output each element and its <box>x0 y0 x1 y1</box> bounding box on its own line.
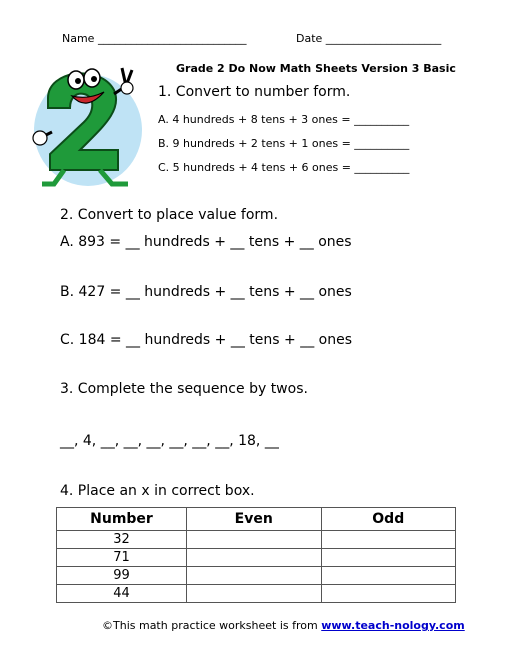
column-header-odd: Odd <box>321 508 455 531</box>
table-header-row <box>57 508 456 531</box>
q3-prompt: 3. Complete the sequence by twos. <box>60 381 308 397</box>
column-header-even: Even <box>186 508 321 531</box>
footer <box>102 619 465 632</box>
table-row <box>57 567 456 585</box>
number-cell: 44 <box>57 585 187 603</box>
date-field-label: Date _____________________ <box>296 32 442 45</box>
footer-link[interactable]: www.teach-nology.com <box>321 619 465 632</box>
column-header-number: Number <box>57 508 187 531</box>
even-checkbox-cell[interactable] <box>186 567 321 585</box>
q4-prompt: 4. Place an x in correct box. <box>60 483 255 499</box>
table-row <box>57 585 456 603</box>
q2-item-a: A. 893 = __ hundreds + __ tens + __ ones <box>60 234 352 250</box>
odd-checkbox-cell[interactable] <box>321 549 455 567</box>
even-odd-table <box>56 507 456 603</box>
footer-text: ©This math practice worksheet is from <box>102 619 322 632</box>
number-two-mascot-icon <box>30 50 150 190</box>
q1-item-b: B. 9 hundreds + 2 tens + 1 ones = __________ <box>158 137 410 150</box>
table-row <box>57 549 456 567</box>
odd-checkbox-cell[interactable] <box>321 567 455 585</box>
q1-item-a: A. 4 hundreds + 8 tens + 3 ones = __________ <box>158 113 410 126</box>
even-checkbox-cell[interactable] <box>186 549 321 567</box>
name-field-label: Name ___________________________ <box>62 32 247 45</box>
q2-prompt: 2. Convert to place value form. <box>60 207 279 223</box>
number-cell: 71 <box>57 549 187 567</box>
odd-checkbox-cell[interactable] <box>321 531 455 549</box>
odd-checkbox-cell[interactable] <box>321 585 455 603</box>
q2-item-b: B. 427 = __ hundreds + __ tens + __ ones <box>60 284 352 300</box>
table-row <box>57 531 456 549</box>
worksheet-title: Grade 2 Do Now Math Sheets Version 3 Basic <box>176 62 456 75</box>
q2-item-c: C. 184 = __ hundreds + __ tens + __ ones <box>60 332 353 348</box>
q1-item-c: C. 5 hundreds + 4 tens + 6 ones = __________ <box>158 161 410 174</box>
q3-sequence: __, 4, __, __, __, __, __, __, 18, __ <box>60 433 279 449</box>
q1-prompt: 1. Convert to number form. <box>158 84 351 100</box>
even-checkbox-cell[interactable] <box>186 531 321 549</box>
number-cell: 99 <box>57 567 187 585</box>
number-cell: 32 <box>57 531 187 549</box>
even-checkbox-cell[interactable] <box>186 585 321 603</box>
